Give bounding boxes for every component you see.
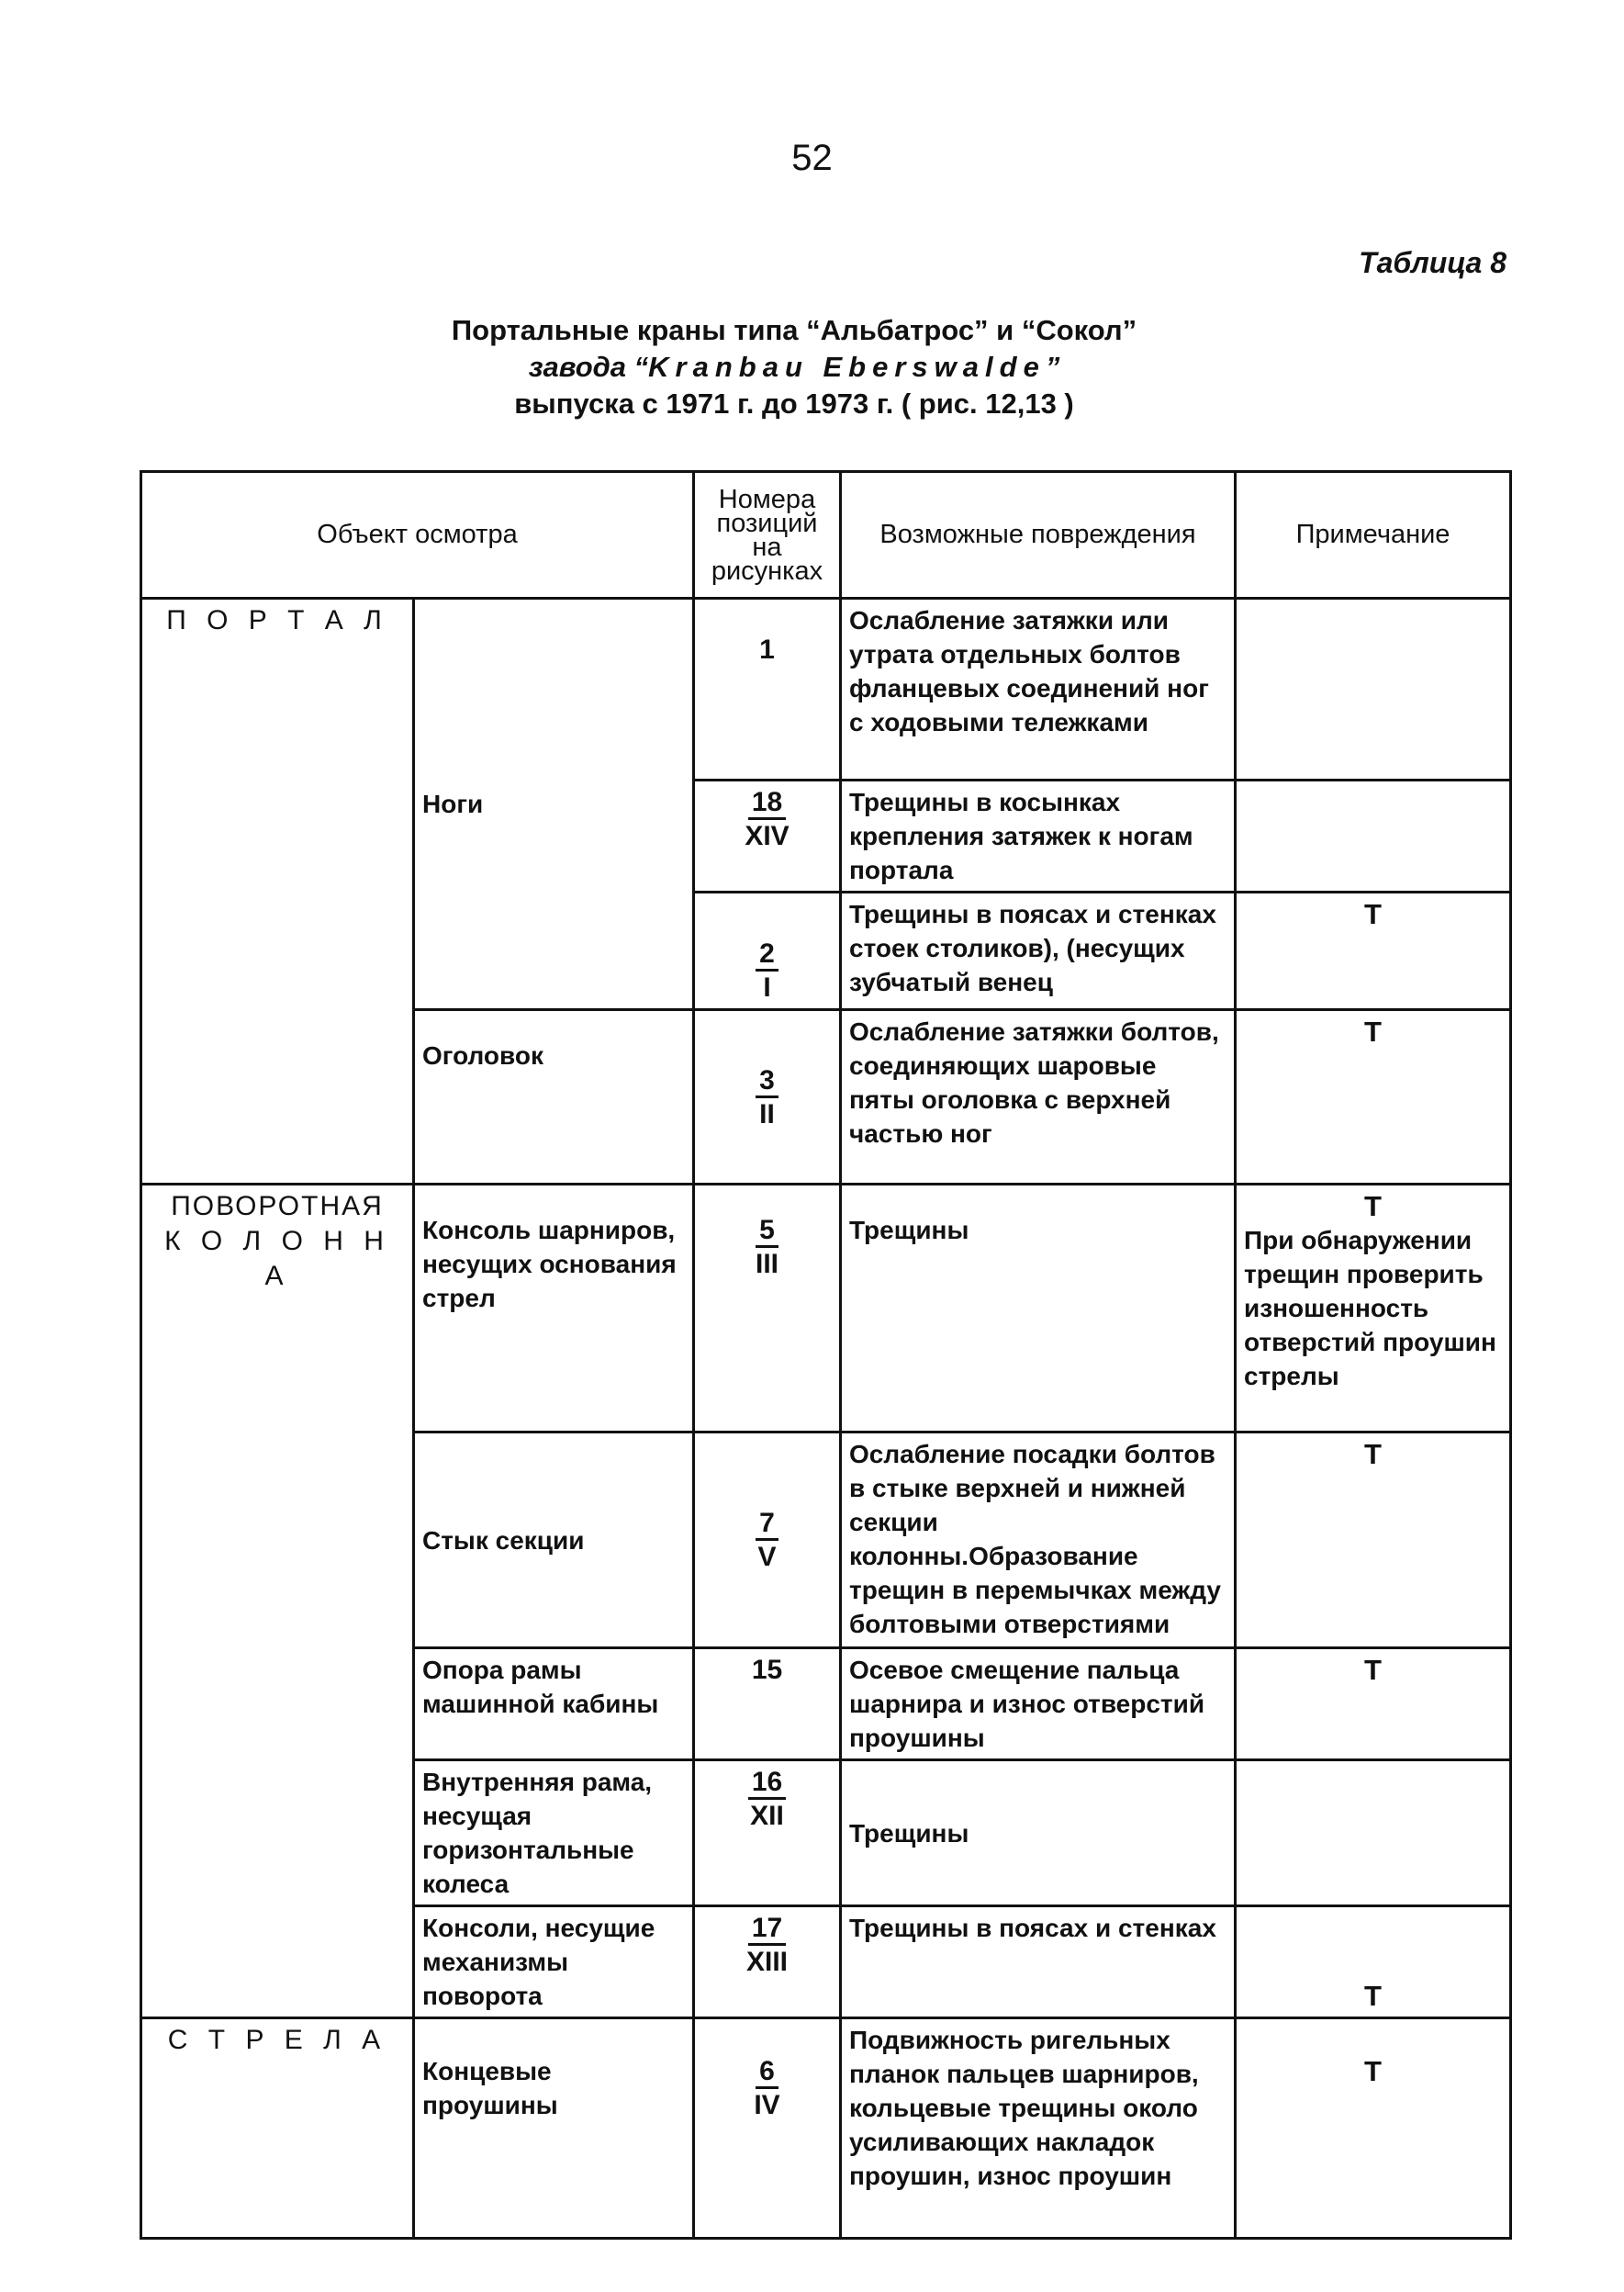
section-portal: П О Р Т А Л bbox=[141, 599, 414, 1185]
position-cell bbox=[694, 599, 841, 781]
table-title bbox=[275, 312, 1313, 422]
title-line-3: выпуска с 1971 г. до 1973 г. ( рис. 12,13 ) bbox=[514, 388, 1074, 420]
figure-number: V bbox=[757, 1542, 777, 1572]
figure-number: XIII bbox=[745, 1947, 788, 1977]
table-label: Таблица 8 bbox=[1359, 246, 1506, 279]
inspection-table bbox=[140, 470, 1512, 2240]
damage-cell: Ослабление затяжки болтов, соединяющих шаровые пяты оголовка с верхней частью ног bbox=[841, 1010, 1236, 1185]
sub-object-inner-frame: Внутренняя рама, несущая горизонтальные колеса bbox=[414, 1760, 694, 1906]
damage-cell: Трещины в поясах и стенках стоек столиков), (несущих зубчатый венец bbox=[841, 893, 1236, 1010]
damage-cell: Трещины в поясах и стенках bbox=[841, 1906, 1236, 2018]
table-row bbox=[141, 599, 1511, 781]
sub-object-section-joint: Стык секции bbox=[414, 1432, 694, 1648]
position-cell bbox=[694, 1432, 841, 1648]
section-column-line-1: ПОВОРОТНАЯ bbox=[171, 1191, 384, 1221]
title-line-2-suffix: ” bbox=[1045, 351, 1060, 383]
damage-cell: Ослабление посадки болтов в стыке верхней и нижней секции колонны.Образование трещин в перемычках между болтовыми отверстиями bbox=[841, 1432, 1236, 1648]
note-cell: Т bbox=[1236, 1906, 1511, 2018]
position-number: 7 bbox=[756, 1509, 778, 1541]
position-number: 18 bbox=[748, 788, 786, 820]
title-line-2 bbox=[275, 349, 1313, 386]
position-cell bbox=[694, 1906, 841, 2018]
figure-number: IV bbox=[754, 2090, 780, 2120]
title-line-2-prefix: завода “ bbox=[528, 351, 649, 383]
table-row bbox=[141, 1185, 1511, 1432]
position-cell bbox=[694, 893, 841, 1010]
position-cell bbox=[694, 781, 841, 893]
header-object: Объект осмотра bbox=[141, 472, 694, 599]
damage-cell: Трещины в косынках крепления затяжек к ногам портала bbox=[841, 781, 1236, 893]
figure-number: XII bbox=[750, 1801, 784, 1831]
position-cell bbox=[694, 1185, 841, 1432]
sub-object-end-lugs: Концевые проушины bbox=[414, 2018, 694, 2239]
damage-cell: Осевое смещение пальца шарнира и износ отверстий проушины bbox=[841, 1648, 1236, 1760]
header-damage: Возможные повреждения bbox=[841, 472, 1236, 599]
position-cell bbox=[694, 1010, 841, 1185]
damage-cell: Трещины bbox=[841, 1185, 1236, 1432]
sub-object-slewing-consoles: Консоли, несущие механизмы поворота bbox=[414, 1906, 694, 2018]
note-cell: Т bbox=[1236, 1432, 1511, 1648]
note-cell bbox=[1236, 1185, 1511, 1432]
header-positions: Номера позиций на рисунках bbox=[694, 472, 841, 599]
sub-object-cabin-support: Опора рамы машинной кабины bbox=[414, 1648, 694, 1760]
position-number: 17 bbox=[748, 1914, 786, 1946]
figure-number: XIV bbox=[745, 821, 790, 851]
note-cell bbox=[1236, 599, 1511, 781]
section-rotating-column bbox=[141, 1185, 414, 2018]
position-cell bbox=[694, 2018, 841, 2239]
header-note: Примечание bbox=[1236, 472, 1511, 599]
title-line-1: Портальные краны типа “Альбатрос” и “Сокол” bbox=[451, 314, 1137, 346]
note-cell: Т bbox=[1236, 893, 1511, 1010]
table-row bbox=[141, 2018, 1511, 2239]
position-number: 3 bbox=[756, 1066, 778, 1098]
page-number: 52 bbox=[791, 138, 833, 178]
note-cell: Т bbox=[1236, 1648, 1511, 1760]
figure-number: I bbox=[763, 972, 771, 1003]
sub-object-legs: Ноги bbox=[414, 599, 694, 1010]
title-factory-name: Kranbau Eberswalde bbox=[648, 351, 1046, 383]
figure-number: III bbox=[755, 1249, 778, 1279]
note-cell: Т bbox=[1236, 1010, 1511, 1185]
damage-cell: Ослабление затяжки или утрата отдельных болтов фланцевых соединений ног с ходовыми тележками bbox=[841, 599, 1236, 781]
figure-number: II bbox=[759, 1098, 775, 1129]
position-number: 15 bbox=[751, 1655, 783, 1685]
position-cell bbox=[694, 1648, 841, 1760]
damage-cell: Трещины bbox=[841, 1760, 1236, 1906]
position-number: 2 bbox=[756, 939, 778, 972]
position-number: 6 bbox=[756, 2057, 778, 2089]
position-number: 16 bbox=[748, 1768, 786, 1800]
table-header-row bbox=[141, 472, 1511, 599]
damage-cell: Подвижность ригельных планок пальцев шарниров, кольцевые трещины около усиливающих накладок проушин, износ проушин bbox=[841, 2018, 1236, 2239]
note-mark: Т bbox=[1364, 1190, 1382, 1222]
note-cell: Т bbox=[1236, 2018, 1511, 2239]
sub-object-head: Оголовок bbox=[414, 1010, 694, 1185]
note-text: При обнаружении трещин проверить изношенность отверстий проушин стрелы bbox=[1244, 1226, 1496, 1390]
position-cell bbox=[694, 1760, 841, 1906]
position-number: 1 bbox=[759, 635, 775, 665]
section-column-line-2: К О Л О Н Н А bbox=[164, 1226, 390, 1291]
sub-object-hinge-console: Консоль шарниров, несущих основания стрел bbox=[414, 1185, 694, 1432]
position-number: 5 bbox=[756, 1216, 778, 1248]
note-cell bbox=[1236, 1760, 1511, 1906]
note-cell bbox=[1236, 781, 1511, 893]
section-boom: С Т Р Е Л А bbox=[141, 2018, 414, 2239]
